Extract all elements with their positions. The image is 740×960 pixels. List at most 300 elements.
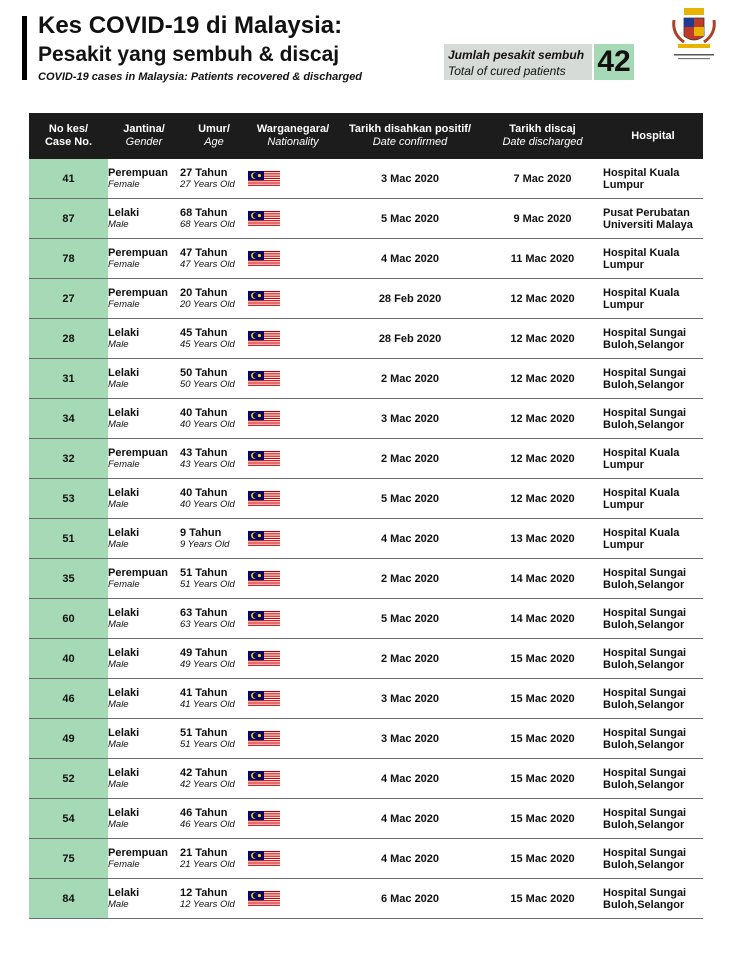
hospital-cell	[603, 799, 703, 839]
hospital-name-line2: Lumpur	[603, 498, 644, 511]
hospital-name-line2: Lumpur	[603, 298, 644, 311]
hospital-name-line1: Hospital Kuala	[603, 246, 680, 259]
hospital-cell	[603, 759, 703, 799]
malaysia-flag-icon	[248, 251, 280, 267]
table-row	[29, 159, 703, 199]
age-cell	[180, 439, 248, 479]
gender-cell	[108, 879, 180, 919]
case-number: 46	[29, 679, 108, 719]
malaysia-flag-icon	[248, 811, 280, 827]
nationality-cell	[248, 719, 338, 759]
total-cured-count: 42	[597, 45, 631, 78]
hospital-name-line2: Buloh,Selangor	[603, 698, 685, 711]
age-ms: 49 Tahun	[180, 646, 228, 659]
nationality-cell	[248, 359, 338, 399]
age-en: 41 Years Old	[180, 698, 235, 710]
nationality-cell	[248, 759, 338, 799]
hospital-name-line1: Hospital Sungai	[603, 726, 687, 739]
gender-cell	[108, 519, 180, 559]
age-ms: 42 Tahun	[180, 766, 228, 779]
gender-cell	[108, 679, 180, 719]
date-confirmed: 28 Feb 2020	[338, 319, 482, 359]
case-number: 87	[29, 199, 108, 239]
hospital-name-line1: Hospital Sungai	[603, 646, 687, 659]
case-number: 75	[29, 839, 108, 879]
gender-ms: Lelaki	[108, 326, 140, 339]
hospital-name-line2: Lumpur	[603, 538, 644, 551]
table-row	[29, 879, 703, 919]
age-cell	[180, 519, 248, 559]
nationality-cell	[248, 839, 338, 879]
date-confirmed: 2 Mac 2020	[338, 439, 482, 479]
hospital-cell	[603, 399, 703, 439]
date-discharged: 9 Mac 2020	[482, 199, 603, 239]
column-header-hospital: Hospital	[603, 113, 703, 159]
date-discharged: 12 Mac 2020	[482, 479, 603, 519]
case-number: 49	[29, 719, 108, 759]
date-discharged: 15 Mac 2020	[482, 759, 603, 799]
gender-en: Female	[108, 458, 140, 470]
gender-ms: Lelaki	[108, 766, 140, 779]
hospital-cell	[603, 599, 703, 639]
date-discharged: 15 Mac 2020	[482, 799, 603, 839]
case-number: 52	[29, 759, 108, 799]
age-en: 50 Years Old	[180, 378, 235, 390]
case-number: 78	[29, 239, 108, 279]
gender-ms: Lelaki	[108, 646, 140, 659]
malaysia-flag-icon	[248, 331, 280, 347]
hospital-cell	[603, 719, 703, 759]
malaysia-flag-icon	[248, 651, 280, 667]
total-cured-label: Jumlah pesakit sembuh	[448, 48, 585, 62]
table-row	[29, 719, 703, 759]
case-number: 60	[29, 599, 108, 639]
hospital-name-line1: Hospital Sungai	[603, 366, 687, 379]
age-en: 43 Years Old	[180, 458, 235, 470]
date-confirmed: 2 Mac 2020	[338, 359, 482, 399]
hospital-name-line1: Hospital Sungai	[603, 806, 687, 819]
gender-cell	[108, 799, 180, 839]
nationality-cell	[248, 279, 338, 319]
table-row	[29, 239, 703, 279]
age-en: 9 Years Old	[180, 538, 230, 550]
age-ms: 50 Tahun	[180, 366, 228, 379]
hospital-name-line2: Lumpur	[603, 178, 644, 191]
hospital-cell	[603, 279, 703, 319]
age-ms: 41 Tahun	[180, 686, 228, 699]
nationality-cell	[248, 679, 338, 719]
age-cell	[180, 759, 248, 799]
hospital-cell	[603, 159, 703, 199]
gender-cell	[108, 759, 180, 799]
hospital-cell	[603, 439, 703, 479]
age-ms: 9 Tahun	[180, 526, 222, 539]
table-row	[29, 399, 703, 439]
hospital-name-line2: Universiti Malaya	[603, 218, 693, 231]
case-number: 51	[29, 519, 108, 559]
nationality-cell	[248, 879, 338, 919]
date-discharged: 11 Mac 2020	[482, 239, 603, 279]
gender-ms: Lelaki	[108, 726, 140, 739]
malaysia-flag-icon	[248, 371, 280, 387]
date-discharged: 14 Mac 2020	[482, 559, 603, 599]
hospital-name-line2: Buloh,Selangor	[603, 778, 685, 791]
malaysia-flag-icon	[248, 731, 280, 747]
hospital-name-line2: Lumpur	[603, 458, 644, 471]
table-row	[29, 559, 703, 599]
malaysia-flag-icon	[248, 891, 280, 907]
age-cell	[180, 879, 248, 919]
gender-cell	[108, 199, 180, 239]
age-cell	[180, 839, 248, 879]
gender-en: Male	[108, 338, 129, 350]
hospital-cell	[603, 319, 703, 359]
table-row	[29, 279, 703, 319]
nationality-cell	[248, 639, 338, 679]
total-cured-label-en: Total of cured patients	[448, 64, 566, 78]
nationality-cell	[248, 159, 338, 199]
malaysia-flag-icon	[248, 211, 280, 227]
age-cell	[180, 239, 248, 279]
gender-ms: Lelaki	[108, 366, 140, 379]
gender-cell	[108, 399, 180, 439]
hospital-cell	[603, 359, 703, 399]
age-ms: 68 Tahun	[180, 206, 228, 219]
gender-en: Male	[108, 378, 129, 390]
table-row	[29, 639, 703, 679]
nationality-cell	[248, 519, 338, 559]
date-discharged: 12 Mac 2020	[482, 359, 603, 399]
malaysia-flag-icon	[248, 291, 280, 307]
date-confirmed: 4 Mac 2020	[338, 839, 482, 879]
gender-en: Male	[108, 498, 129, 510]
title-accent-bar	[22, 16, 27, 80]
age-en: 47 Years Old	[180, 258, 235, 270]
table-row	[29, 319, 703, 359]
nationality-cell	[248, 799, 338, 839]
table-row	[29, 599, 703, 639]
table-row	[29, 759, 703, 799]
age-en: 68 Years Old	[180, 218, 235, 230]
date-confirmed: 3 Mac 2020	[338, 679, 482, 719]
age-cell	[180, 279, 248, 319]
table-row	[29, 479, 703, 519]
table-row	[29, 439, 703, 479]
malaysia-flag-icon	[248, 611, 280, 627]
hospital-name-line1: Hospital Kuala	[603, 286, 680, 299]
age-cell	[180, 359, 248, 399]
gender-en: Female	[108, 858, 140, 870]
table-row	[29, 799, 703, 839]
gender-cell	[108, 479, 180, 519]
hospital-name-line2: Buloh,Selangor	[603, 618, 685, 631]
malaysia-coat-of-arms-icon	[670, 6, 718, 66]
age-ms: 27 Tahun	[180, 166, 228, 179]
date-confirmed: 4 Mac 2020	[338, 239, 482, 279]
age-en: 40 Years Old	[180, 418, 235, 430]
age-ms: 21 Tahun	[180, 846, 228, 859]
gender-cell	[108, 319, 180, 359]
nationality-cell	[248, 239, 338, 279]
hospital-name-line1: Hospital Sungai	[603, 566, 687, 579]
age-ms: 40 Tahun	[180, 406, 228, 419]
nationality-cell	[248, 439, 338, 479]
date-confirmed: 3 Mac 2020	[338, 719, 482, 759]
gender-en: Male	[108, 618, 129, 630]
gender-cell	[108, 239, 180, 279]
gender-cell	[108, 279, 180, 319]
date-discharged: 14 Mac 2020	[482, 599, 603, 639]
table-row	[29, 519, 703, 559]
gender-cell	[108, 839, 180, 879]
nationality-cell	[248, 599, 338, 639]
age-cell	[180, 559, 248, 599]
table-header-row	[29, 113, 703, 159]
age-ms: 40 Tahun	[180, 486, 228, 499]
age-en: 46 Years Old	[180, 818, 235, 830]
age-en: 42 Years Old	[180, 778, 235, 790]
date-confirmed: 2 Mac 2020	[338, 559, 482, 599]
nationality-cell	[248, 559, 338, 599]
hospital-cell	[603, 519, 703, 559]
date-confirmed: 5 Mac 2020	[338, 599, 482, 639]
date-discharged: 15 Mac 2020	[482, 839, 603, 879]
age-en: 45 Years Old	[180, 338, 235, 350]
gender-ms: Lelaki	[108, 886, 140, 899]
date-discharged: 13 Mac 2020	[482, 519, 603, 559]
column-header-date-discharged: Tarikh discaj Date discharged	[482, 113, 603, 159]
page-header	[0, 0, 740, 110]
nationality-cell	[248, 319, 338, 359]
age-en: 40 Years Old	[180, 498, 235, 510]
gender-en: Male	[108, 898, 129, 910]
gender-en: Male	[108, 418, 129, 430]
date-confirmed: 2 Mac 2020	[338, 639, 482, 679]
gender-en: Male	[108, 818, 129, 830]
age-en: 20 Years Old	[180, 298, 235, 310]
malaysia-flag-icon	[248, 771, 280, 787]
case-number: 28	[29, 319, 108, 359]
table-row	[29, 199, 703, 239]
malaysia-flag-icon	[248, 171, 280, 187]
age-en: 21 Years Old	[180, 858, 235, 870]
gender-ms: Lelaki	[108, 686, 140, 699]
age-cell	[180, 319, 248, 359]
age-ms: 45 Tahun	[180, 326, 228, 339]
hospital-name-line2: Buloh,Selangor	[603, 378, 685, 391]
gender-en: Male	[108, 658, 129, 670]
hospital-cell	[603, 479, 703, 519]
gender-ms: Lelaki	[108, 526, 140, 539]
nationality-cell	[248, 479, 338, 519]
date-confirmed: 4 Mac 2020	[338, 759, 482, 799]
gender-en: Male	[108, 738, 129, 750]
age-cell	[180, 399, 248, 439]
page-title-line2: Pesakit yang sembuh & discaj	[38, 43, 340, 66]
gender-en: Female	[108, 178, 140, 190]
case-number: 84	[29, 879, 108, 919]
table-row	[29, 359, 703, 399]
hospital-name-line1: Hospital Sungai	[603, 326, 687, 339]
case-number: 53	[29, 479, 108, 519]
nationality-cell	[248, 199, 338, 239]
column-header-date-confirmed: Tarikh disahkan positif/ Date confirmed	[338, 113, 482, 159]
gender-ms: Perempuan	[108, 246, 168, 259]
gender-ms: Lelaki	[108, 806, 140, 819]
date-confirmed: 5 Mac 2020	[338, 479, 482, 519]
age-cell	[180, 639, 248, 679]
gender-en: Female	[108, 298, 140, 310]
gender-cell	[108, 599, 180, 639]
age-ms: 46 Tahun	[180, 806, 228, 819]
date-discharged: 15 Mac 2020	[482, 679, 603, 719]
malaysia-flag-icon	[248, 531, 280, 547]
gender-cell	[108, 359, 180, 399]
hospital-name-line2: Buloh,Selangor	[603, 898, 685, 911]
date-discharged: 15 Mac 2020	[482, 879, 603, 919]
column-header-case-no: No kes/ Case No.	[29, 113, 108, 159]
date-discharged: 7 Mac 2020	[482, 159, 603, 199]
column-header-nationality: Warganegara/ Nationality	[248, 113, 338, 159]
case-number: 34	[29, 399, 108, 439]
hospital-cell	[603, 199, 703, 239]
hospital-name-line1: Hospital Kuala	[603, 446, 680, 459]
age-cell	[180, 599, 248, 639]
gender-ms: Perempuan	[108, 166, 168, 179]
date-confirmed: 6 Mac 2020	[338, 879, 482, 919]
column-header-age: Umur/ Age	[180, 113, 248, 159]
hospital-name-line1: Hospital Sungai	[603, 886, 687, 899]
age-ms: 12 Tahun	[180, 886, 228, 899]
age-en: 27 Years Old	[180, 178, 235, 190]
case-number: 27	[29, 279, 108, 319]
malaysia-flag-icon	[248, 571, 280, 587]
case-number: 32	[29, 439, 108, 479]
table-row	[29, 679, 703, 719]
age-cell	[180, 159, 248, 199]
hospital-name-line1: Hospital Kuala	[603, 486, 680, 499]
age-en: 63 Years Old	[180, 618, 235, 630]
hospital-name-line2: Buloh,Selangor	[603, 658, 685, 671]
hospital-name-line2: Lumpur	[603, 258, 644, 271]
case-number: 31	[29, 359, 108, 399]
gender-cell	[108, 439, 180, 479]
column-header-gender: Jantina/ Gender	[108, 113, 180, 159]
hospital-cell	[603, 679, 703, 719]
malaysia-flag-icon	[248, 411, 280, 427]
gender-cell	[108, 159, 180, 199]
hospital-name-line2: Buloh,Selangor	[603, 578, 685, 591]
gender-en: Female	[108, 258, 140, 270]
date-confirmed: 4 Mac 2020	[338, 799, 482, 839]
gender-cell	[108, 719, 180, 759]
gender-cell	[108, 559, 180, 599]
age-en: 51 Years Old	[180, 738, 235, 750]
date-discharged: 12 Mac 2020	[482, 439, 603, 479]
age-ms: 51 Tahun	[180, 566, 228, 579]
date-confirmed: 28 Feb 2020	[338, 279, 482, 319]
date-confirmed: 4 Mac 2020	[338, 519, 482, 559]
age-ms: 20 Tahun	[180, 286, 228, 299]
gender-cell	[108, 639, 180, 679]
gender-ms: Lelaki	[108, 486, 140, 499]
age-ms: 43 Tahun	[180, 446, 228, 459]
malaysia-flag-icon	[248, 451, 280, 467]
gender-en: Male	[108, 778, 129, 790]
case-number: 41	[29, 159, 108, 199]
table-body	[29, 159, 703, 919]
age-cell	[180, 199, 248, 239]
hospital-name-line1: Hospital Sungai	[603, 686, 687, 699]
age-ms: 51 Tahun	[180, 726, 228, 739]
gender-ms: Perempuan	[108, 286, 168, 299]
hospital-name-line1: Hospital Sungai	[603, 606, 687, 619]
gender-en: Male	[108, 538, 129, 550]
table-row	[29, 839, 703, 879]
hospital-name-line1: Hospital Kuala	[603, 166, 680, 179]
hospital-cell	[603, 239, 703, 279]
hospital-cell	[603, 559, 703, 599]
date-confirmed: 5 Mac 2020	[338, 199, 482, 239]
age-en: 51 Years Old	[180, 578, 235, 590]
age-cell	[180, 679, 248, 719]
malaysia-flag-icon	[248, 491, 280, 507]
date-confirmed: 3 Mac 2020	[338, 159, 482, 199]
age-ms: 47 Tahun	[180, 246, 228, 259]
date-confirmed: 3 Mac 2020	[338, 399, 482, 439]
case-number: 35	[29, 559, 108, 599]
gender-ms: Lelaki	[108, 406, 140, 419]
hospital-name-line2: Buloh,Selangor	[603, 818, 685, 831]
case-number: 40	[29, 639, 108, 679]
hospital-name-line2: Buloh,Selangor	[603, 338, 685, 351]
gender-en: Male	[108, 698, 129, 710]
hospital-name-line1: Pusat Perubatan	[603, 206, 690, 219]
age-cell	[180, 799, 248, 839]
gender-ms: Lelaki	[108, 606, 140, 619]
gender-en: Male	[108, 218, 129, 230]
gender-ms: Perempuan	[108, 566, 168, 579]
hospital-name-line2: Buloh,Selangor	[603, 738, 685, 751]
gender-ms: Lelaki	[108, 206, 140, 219]
gender-en: Female	[108, 578, 140, 590]
date-discharged: 15 Mac 2020	[482, 719, 603, 759]
hospital-name-line1: Hospital Sungai	[603, 846, 687, 859]
malaysia-flag-icon	[248, 851, 280, 867]
hospital-cell	[603, 879, 703, 919]
date-discharged: 15 Mac 2020	[482, 639, 603, 679]
nationality-cell	[248, 399, 338, 439]
page-title: Kes COVID-19 di Malaysia:	[38, 12, 343, 39]
gender-ms: Perempuan	[108, 446, 168, 459]
hospital-cell	[603, 839, 703, 879]
gender-ms: Perempuan	[108, 846, 168, 859]
age-ms: 63 Tahun	[180, 606, 228, 619]
date-discharged: 12 Mac 2020	[482, 279, 603, 319]
age-en: 49 Years Old	[180, 658, 235, 670]
page-subtitle: COVID-19 cases in Malaysia: Patients recovered & discharged	[38, 71, 363, 83]
hospital-name-line2: Buloh,Selangor	[603, 858, 685, 871]
hospital-cell	[603, 639, 703, 679]
age-en: 12 Years Old	[180, 898, 235, 910]
case-number: 54	[29, 799, 108, 839]
hospital-name-line2: Buloh,Selangor	[603, 418, 685, 431]
hospital-name-line1: Hospital Sungai	[603, 406, 687, 419]
age-cell	[180, 479, 248, 519]
date-discharged: 12 Mac 2020	[482, 399, 603, 439]
hospital-name-line1: Hospital Sungai	[603, 766, 687, 779]
age-cell	[180, 719, 248, 759]
